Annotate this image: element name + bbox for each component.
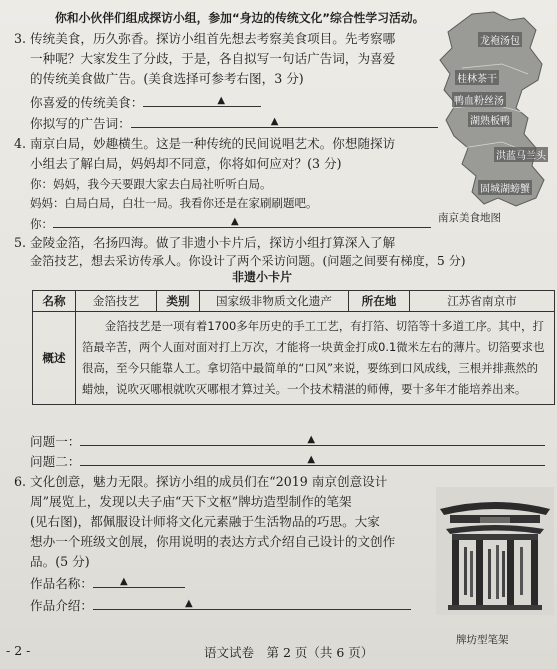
q4-line-2: 小组去了解白局，妈妈却不同意，你将如何应对？(3 分) <box>30 156 342 171</box>
map-label-gucheng-crab: 固城湖螃蟹 <box>478 180 532 195</box>
page-footer: 语文试卷 第 2 页（共 6 页） <box>204 645 374 660</box>
card-location-label: 所在地 <box>349 291 410 312</box>
q4-dialog-1: 你：妈妈，我今天要跟大家去白局社听听白局。 <box>30 177 272 191</box>
page-marker: - 2 - <box>6 643 31 658</box>
q6-line-5: 品。(5 分) <box>30 554 90 569</box>
q3-line-1: 3. 传统美食，历久弥香。探访小组首先想去考察美食项目。先考察哪 <box>14 31 396 46</box>
answer-triangle-icon: ▲ <box>307 454 316 465</box>
q6-line-4: 想办一个班级文创展，你用说明的表达方式介绍自己设计的文创作 <box>30 534 396 549</box>
q3-line-3: 的传统美食做广告。(美食选择可参考右图，3 分) <box>30 71 304 86</box>
q6-work-name-row <box>30 575 185 592</box>
q4-answer-blank[interactable] <box>53 215 431 228</box>
q5-problem2-label: 问题二： <box>30 454 81 469</box>
q3-ad-row <box>30 115 438 132</box>
card-title: 非遗小卡片 <box>232 270 293 284</box>
q3-food-row <box>30 94 261 111</box>
q6-work-intro-row <box>30 597 411 614</box>
q3-ad-label: 你拟写的广告词： <box>30 116 131 131</box>
q5-problem1-blank[interactable] <box>80 433 545 446</box>
map-label-hushu-duck: 湖熟板鸭 <box>468 112 512 127</box>
card-category: 国家级非物质文化遗产 <box>200 291 349 312</box>
q5-problem1-row <box>30 433 545 450</box>
q6-line-1: 6. 文化创意，魅力无限。探访小组的成员们在“2019 南京创意设计 <box>14 474 388 489</box>
activity-intro: 你和小伙伴们组成探访小组，参加“身边的传统文化”综合性学习活动。 <box>55 11 425 25</box>
q6-line-3: (见右图)，都佩服设计师将文化元素融于生活物品的巧思。大家 <box>30 514 380 529</box>
q5-line-1: 5. 金陵金箔，名扬四海。做了非遗小卡片后，探访小组打算深入了解 <box>14 235 396 250</box>
card-name: 金箔技艺 <box>76 291 157 312</box>
map-label-longpao-baozi: 龙袍汤包 <box>478 32 522 47</box>
q6-work-intro-label: 作品介绍： <box>30 598 93 613</box>
q4-line-1: 4. 南京白局，妙趣横生。这是一种传统的民间说唱艺术。你想随探访 <box>14 136 396 151</box>
map-label-honglan-malan: 洪蓝马兰头 <box>494 147 548 162</box>
answer-triangle-icon: ▲ <box>307 434 316 445</box>
answer-triangle-icon: ▲ <box>231 216 239 227</box>
q3-ad-blank[interactable] <box>131 115 438 128</box>
q6-work-name-label: 作品名称： <box>30 576 93 591</box>
answer-triangle-icon: ▲ <box>184 598 193 609</box>
card-name-label: 名称 <box>33 291 76 312</box>
map-label-duck-blood-soup: 鸭血粉丝汤 <box>452 92 506 107</box>
pen-holder-caption: 牌坊型笔架 <box>456 634 509 646</box>
q4-dialog-2: 妈妈：白局白局，白壮一局。我看你还是在家刷刷题吧。 <box>30 196 318 210</box>
map-label-guilin-tea: 桂林茶干 <box>455 70 499 85</box>
q5-problem2-blank[interactable] <box>80 453 545 466</box>
q4-answer-label: 你： <box>30 217 53 231</box>
q6-line-2: 周”展览上，发现以夫子庙“天下文枢”牌坊造型制作的笔架 <box>30 494 352 509</box>
q3-food-blank[interactable] <box>143 94 261 107</box>
q3-line-2: 一种呢？大家发生了分歧，于是，各自拟写一句话广告词，为喜爱 <box>30 51 396 66</box>
q4-answer-row <box>30 215 431 232</box>
q6-work-name-blank[interactable] <box>93 575 185 588</box>
q5-line-2: 金箔技艺，想去采访传承人。你设计了两个采访问题。(问题之间要有梯度，5 分) <box>30 254 466 268</box>
card-category-label: 类别 <box>157 291 200 312</box>
answer-triangle-icon: ▲ <box>119 576 128 587</box>
archway-pen-holder-image <box>436 487 554 615</box>
answer-triangle-icon: ▲ <box>217 95 226 106</box>
q3-food-label: 你喜爱的传统美食： <box>30 95 144 110</box>
heritage-card <box>32 290 555 405</box>
card-summary-label: 概述 <box>33 312 76 405</box>
card-summary: 金箔技艺是一项有着1700多年历史的手工工艺，有打箔、切箔等十多道工序。其中，打箔最辛苦，两个人面对面对打上万次，才能将一块黄金打成0.1微米左右的薄片。切箔要求也很高，至今只能靠人工。拿切箔中最简单的“口风”来说，要练到口风成线，三根并排燕然的蜡烛，说吹灭哪根就吹灭哪根才算过关。一个技术精湛的师傅，要十多年才能培养出来。 <box>76 312 555 405</box>
q5-problem2-row <box>30 453 545 470</box>
answer-triangle-icon: ▲ <box>270 116 279 127</box>
q5-problem1-label: 问题一： <box>30 434 81 449</box>
map-caption: 南京美食地图 <box>438 212 501 224</box>
card-location: 江苏省南京市 <box>410 291 555 312</box>
q6-work-intro-blank[interactable] <box>93 597 411 610</box>
